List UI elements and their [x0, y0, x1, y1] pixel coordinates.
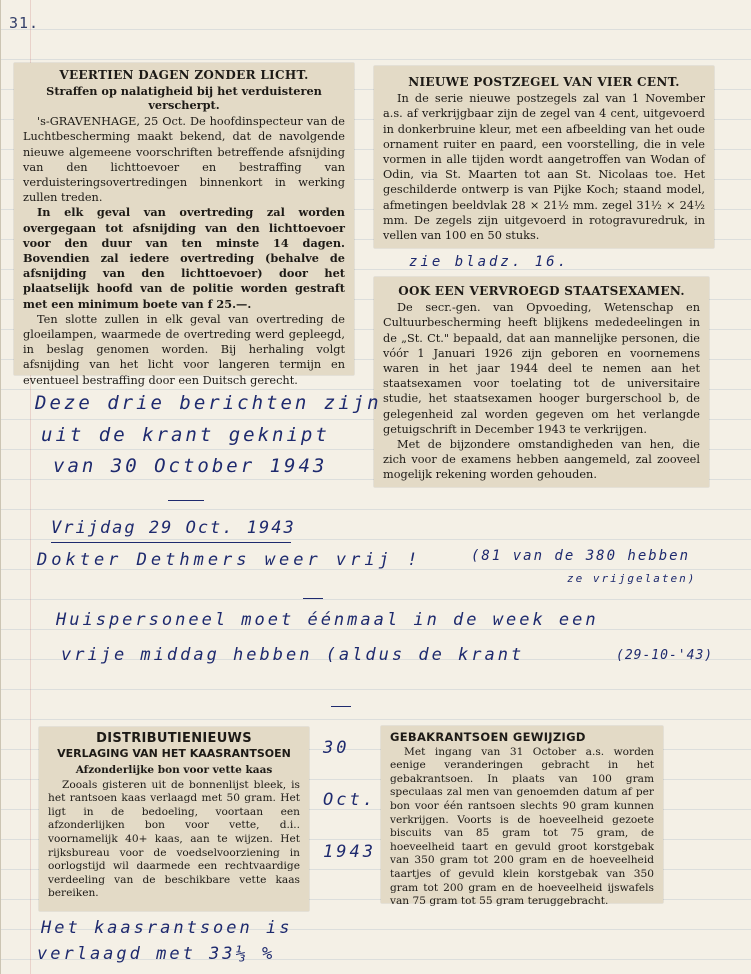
handwritten-date-day: 30 [323, 738, 350, 758]
clipping-title: DISTRIBUTIENIEUWS [96, 731, 252, 746]
clipping-paragraph: Met de bijzondere omstandigheden van hen, die zich voor de examens hebben aangemeld, zal zooveel mogelijk rekening worden gehouden. [383, 438, 700, 482]
clipping-title: NIEUWE POSTZEGEL VAN VIER CENT. [408, 75, 680, 89]
handwritten-date: Vrijdag 29 Oct. 1943 [51, 518, 296, 538]
handwritten-note-line: Dokter Dethmers weer vrij ! [37, 550, 422, 570]
handwritten-note-line: Het kaasrantsoen is [41, 918, 293, 938]
clipping-subsubtitle: Afzonderlijke bon voor vette kaas [75, 763, 273, 776]
divider-line [168, 500, 204, 501]
handwritten-date-year: 1943 [323, 842, 376, 862]
clipping-postzegel [374, 66, 714, 248]
divider-line [331, 706, 351, 707]
handwritten-note-line: van 30 October 1943 [53, 455, 328, 477]
clipping-distributienieuws [39, 727, 309, 911]
handwritten-date: (29-10-'43) [616, 648, 714, 663]
clipping-paragraph: Met ingang van 31 October a.s. worden eenige veranderingen gebracht in het gebakrantsoen. In plaats van 100 gram speculaas zal men van genoemden datum af per bon voor één rantsoen slechts 90 gram kunnen verkrijgen. Voorts is de hoeveelheid gezoete biscuits van 85 gram tot 75 gram, de hoeveelheid taart en gevuld groot korstgebak van 350 gram tot 200 gram en de hoeveelheid taartjes of gevuld klein korstgebak van 350 gram tot 200 gram en de hoeveelheid ijswafels van 75 gram tot 55 gram teruggebracht. [390, 745, 654, 908]
handwritten-note-line: Deze drie berichten zijn [35, 392, 382, 414]
handwritten-note-line: vrije middag hebben (aldus de krant [61, 645, 525, 665]
handwritten-zie-bladz: zie bladz. 16. [409, 254, 570, 270]
clipping-subtitle: Straffen op nalatigheid bij het verduisteren verscherpt. [46, 84, 322, 113]
handwritten-note-line: ze vrijgelaten) [567, 572, 697, 585]
clipping-paragraph: De secr.-gen. van Opvoeding, Wetenschap en Cultuurbescherming heeft blijkens mededeelingen in de „St. Ct." bepaald, dat aan mannelijke personen, die vóór 1 Januari 1926 zijn geboren en voornemens waren in het jaar 1944 deel te nemen aan het staatsexamen voor toelating tot de universitaire studie, het staatsexamen hooger burgerschool b, de gelegenheid zal worden gegeven om het verlangde getuigschrift in December 1943 te verkrijgen. [383, 301, 700, 436]
divider-line [303, 598, 323, 599]
clipping-title: GEBAKRANTSOEN GEWIJZIGD [390, 730, 586, 744]
clipping-title: VEERTIEN DAGEN ZONDER LICHT. [59, 68, 309, 82]
clipping-title: OOK EEN VERVROEGD STAATSEXAMEN. [398, 284, 685, 298]
clipping-paragraph: 's-GRAVENHAGE, 25 Oct. De hoofdinspecteur van de Luchtbescherming maakt bekend, dat de navolgende nieuwe algemeene voorschriften betreffende afsnijding van den lichttoevoer en bestraffing van verduisteringsovertredingen binnenkort in werking zullen treden. [23, 115, 345, 205]
handwritten-note-line: uit de krant geknipt [41, 424, 330, 446]
handwritten-note-line: (81 van de 380 hebben [471, 548, 691, 564]
clipping-gebakrantsoen [381, 726, 663, 908]
date-underline [51, 542, 291, 543]
clipping-subtitle: VERLAGING VAN HET KAASRANTSOEN [57, 746, 291, 760]
clipping-staatsexamen [374, 277, 709, 487]
handwritten-note-line: Huispersoneel moet éénmaal in de week een [56, 610, 599, 630]
clipping-paragraph: In de serie nieuwe postzegels zal van 1 November a.s. af verkrijgbaar zijn de zegel van 4 cent, uitgevoerd in donkerbruine kleur, met een afbeelding van het oude ornament ruiter en paard, een voorstelling, die in vele vormen in alle tijden wordt aangetroffen van Wodan of Odin, via St. Maarten tot aan St. Nicolaas toe. Het geschilderde ontwerp is van Pijke Koch; staand model, afmetingen beeldvlak 28 × 21½ mm. zegel 31½ × 24½ mm. De zegels zijn uitgevoerd in rotogravuredruk, in vellen van 100 en 50 stuks. [383, 92, 705, 243]
handwritten-date-month: Oct. [323, 790, 376, 810]
clipping-veertien-dagen [14, 63, 354, 387]
clipping-paragraph: Ten slotte zullen in elk geval van overtreding de gloeilampen, waarmede de overtreding werd gepleegd, in beslag genomen worden. Bij herhaling volgt afsnijding van het licht voor langeren termijn en eventueel bestraffing door een Duitsch gerecht. [23, 312, 345, 387]
clipping-paragraph: In elk geval van overtreding zal worden overgegaan tot afsnijding van den lichttoevoer voor den duur van ten minste 14 dagen. Bovendien zal iedere overtreding (behalve de afsnijding van den lichttoevoer) door het plaatselijk hoofd van de politie worden gestraft met een minimum boete van f 25.—. [23, 205, 345, 311]
clipping-paragraph: Zooals gisteren uit de bonnenlijst bleek, is het rantsoen kaas verlaagd met 50 gram. Het ligt in de bedoeling, voortaan een afzonderlijken bon voor vette, d.i.. voornamelijk 40+ kaas, aan te wijzen. Het rijksbureau voor de voedselvoorziening in oorlogstijd wil daarmede een rechtvaardige verdeeling van de beschikbare vette kaas bereiken. [48, 778, 300, 900]
page-number: 31. [9, 14, 40, 32]
handwritten-note-line: verlaagd met 33⅓ % [37, 944, 276, 964]
